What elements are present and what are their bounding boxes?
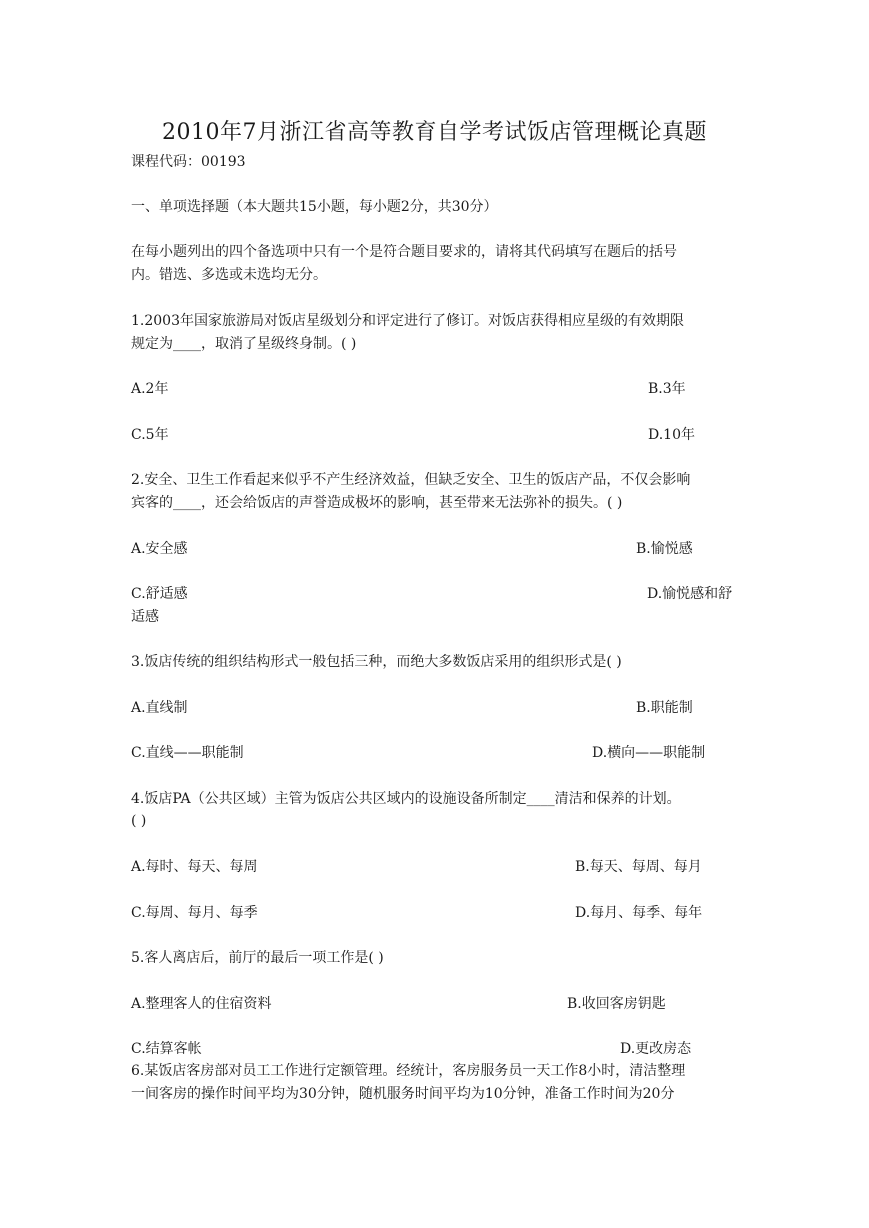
question-2-option-d-wrap: 适感 <box>131 609 159 625</box>
question-4-option-d: D.每月、每季、每年 <box>575 905 703 921</box>
question-3-option-b: B.职能制 <box>636 700 693 716</box>
question-6-line-1: 6.某饭店客房部对员工工作进行定额管理。经统计，客房服务员一天工作8小时，清洁整理 <box>131 1063 686 1079</box>
question-4-option-a: A.每时、每天、每周 <box>131 859 258 875</box>
question-2-line-2: 宾客的____，还会给饭店的声誉造成极坏的影响，甚至带来无法弥补的损失。( ) <box>131 495 623 511</box>
course-code: 课程代码：00193 <box>131 154 246 170</box>
section-heading: 一、单项选择题（本大题共15小题，每小题2分，共30分） <box>131 199 498 215</box>
question-2-option-a: A.安全感 <box>131 541 188 557</box>
question-3-line-1: 3.饭店传统的组织结构形式一般包括三种，而绝大多数饭店采用的组织形式是( ) <box>131 654 622 670</box>
question-3-option-d: D.横向——职能制 <box>592 745 706 761</box>
question-5-line-1: 5.客人离店后，前厅的最后一项工作是( ) <box>131 950 384 966</box>
question-6-line-2: 一间客房的操作时间平均为30分钟，随机服务时间平均为10分钟，准备工作时间为20分 <box>131 1086 675 1102</box>
question-2-line-1: 2.安全、卫生工作看起来似乎不产生经济效益，但缺乏安全、卫生的饭店产品，不仅会影响 <box>131 472 691 488</box>
question-5-option-c: C.结算客帐 <box>131 1041 202 1057</box>
instructions-line-2: 内。错选、多选或未选均无分。 <box>131 267 327 283</box>
page-title: 2010年7月浙江省高等教育自学考试饭店管理概论真题 <box>162 120 707 145</box>
question-4-option-b: B.每天、每周、每月 <box>575 859 702 875</box>
question-1-option-a: A.2年 <box>131 381 169 397</box>
question-2-option-d: D.愉悦感和舒 <box>647 586 733 602</box>
question-4-line-2: ( ) <box>131 813 147 829</box>
question-1-option-c: C.5年 <box>131 427 169 443</box>
question-1-option-b: B.3年 <box>648 381 686 397</box>
question-1-line-1: 1.2003年国家旅游局对饭店星级划分和评定进行了修订。对饭店获得相应星级的有效期限 <box>131 313 684 329</box>
question-1-option-d: D.10年 <box>648 427 695 443</box>
question-2-option-b: B.愉悦感 <box>636 541 693 557</box>
question-3-option-c: C.直线——职能制 <box>131 745 244 761</box>
question-4-option-c: C.每周、每月、每季 <box>131 905 258 921</box>
question-5-option-d: D.更改房态 <box>620 1041 692 1057</box>
question-4-line-1: 4.饭店PA（公共区域）主管为饭店公共区域内的设施设备所制定____清洁和保养的计划。 <box>131 791 681 807</box>
question-5-option-a: A.整理客人的住宿资料 <box>131 996 272 1012</box>
question-3-option-a: A.直线制 <box>131 700 188 716</box>
question-5-option-b: B.收回客房钥匙 <box>567 996 666 1012</box>
question-2-option-c: C.舒适感 <box>131 586 188 602</box>
question-1-line-2: 规定为____，取消了星级终身制。( ) <box>131 336 357 352</box>
instructions-line-1: 在每小题列出的四个备选项中只有一个是符合题目要求的，请将其代码填写在题后的括号 <box>131 244 677 260</box>
